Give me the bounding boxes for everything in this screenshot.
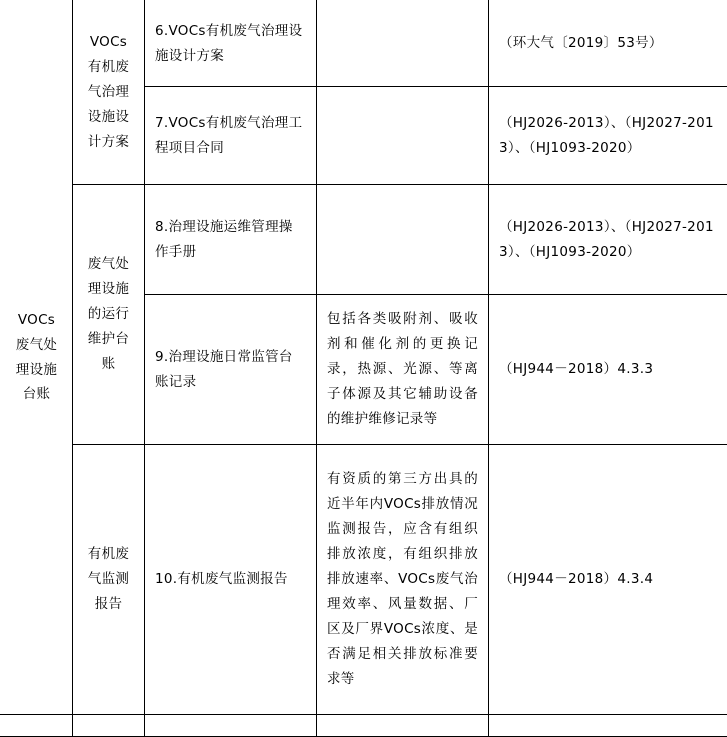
item-cell-7: 7.VOCs有机废气治理工程项目合同 xyxy=(145,87,317,185)
partial-cell-1 xyxy=(73,715,145,737)
partial-cell-3 xyxy=(317,715,489,737)
item-cell-9: 9.治理设施日常监管台账记录 xyxy=(145,295,317,445)
item-cell-8: 8.治理设施运维管理操作手册 xyxy=(145,185,317,295)
standard-cell-10: （HJ944－2018）4.3.4 xyxy=(489,445,727,715)
subcategory-cell-monitoring-report: 有机废气监测报告 xyxy=(73,445,145,715)
table-row-partial xyxy=(1,715,727,737)
subcategory-cell-maintenance-ledger: 废气处理设施的运行维护台账 xyxy=(73,185,145,445)
table-row xyxy=(1,1,727,87)
standard-cell-9: （HJ944－2018）4.3.3 xyxy=(489,295,727,445)
content-cell-10: 有资质的第三方出具的近半年内VOCs排放情况监测报告，应含有组织排放浓度，有组织排放排放速率、VOCs废气治理效率、风量数据、厂区及厂界VOCs浓度、是否满足相关排放标准要求等 xyxy=(317,445,489,715)
item-cell-6: 6.VOCs有机废气治理设施设计方案 xyxy=(145,1,317,87)
partial-cell-0 xyxy=(1,715,73,737)
content-cell-9: 包括各类吸附剂、吸收剂和催化剂的更换记录，热源、光源、等离子体源及其它辅助设备的维护维修记录等 xyxy=(317,295,489,445)
content-cell-6 xyxy=(317,1,489,87)
standard-cell-8: （HJ2026-2013）、（HJ2027-2013）、（HJ1093-2020） xyxy=(489,185,727,295)
standard-cell-7: （HJ2026-2013）、（HJ2027-2013）、（HJ1093-2020） xyxy=(489,87,727,185)
subcategory-cell-design-plan: VOCs有机废气治理设施设计方案 xyxy=(73,1,145,185)
content-cell-7 xyxy=(317,87,489,185)
item-cell-10: 10.有机废气监测报告 xyxy=(145,445,317,715)
main-category-cell: VOCs废气处理设施台账 xyxy=(1,1,73,715)
partial-cell-2 xyxy=(145,715,317,737)
standard-cell-6: （环大气〔2019〕53号） xyxy=(489,1,727,87)
content-cell-8 xyxy=(317,185,489,295)
table-row xyxy=(1,445,727,715)
table-row xyxy=(1,185,727,295)
partial-cell-4 xyxy=(489,715,727,737)
